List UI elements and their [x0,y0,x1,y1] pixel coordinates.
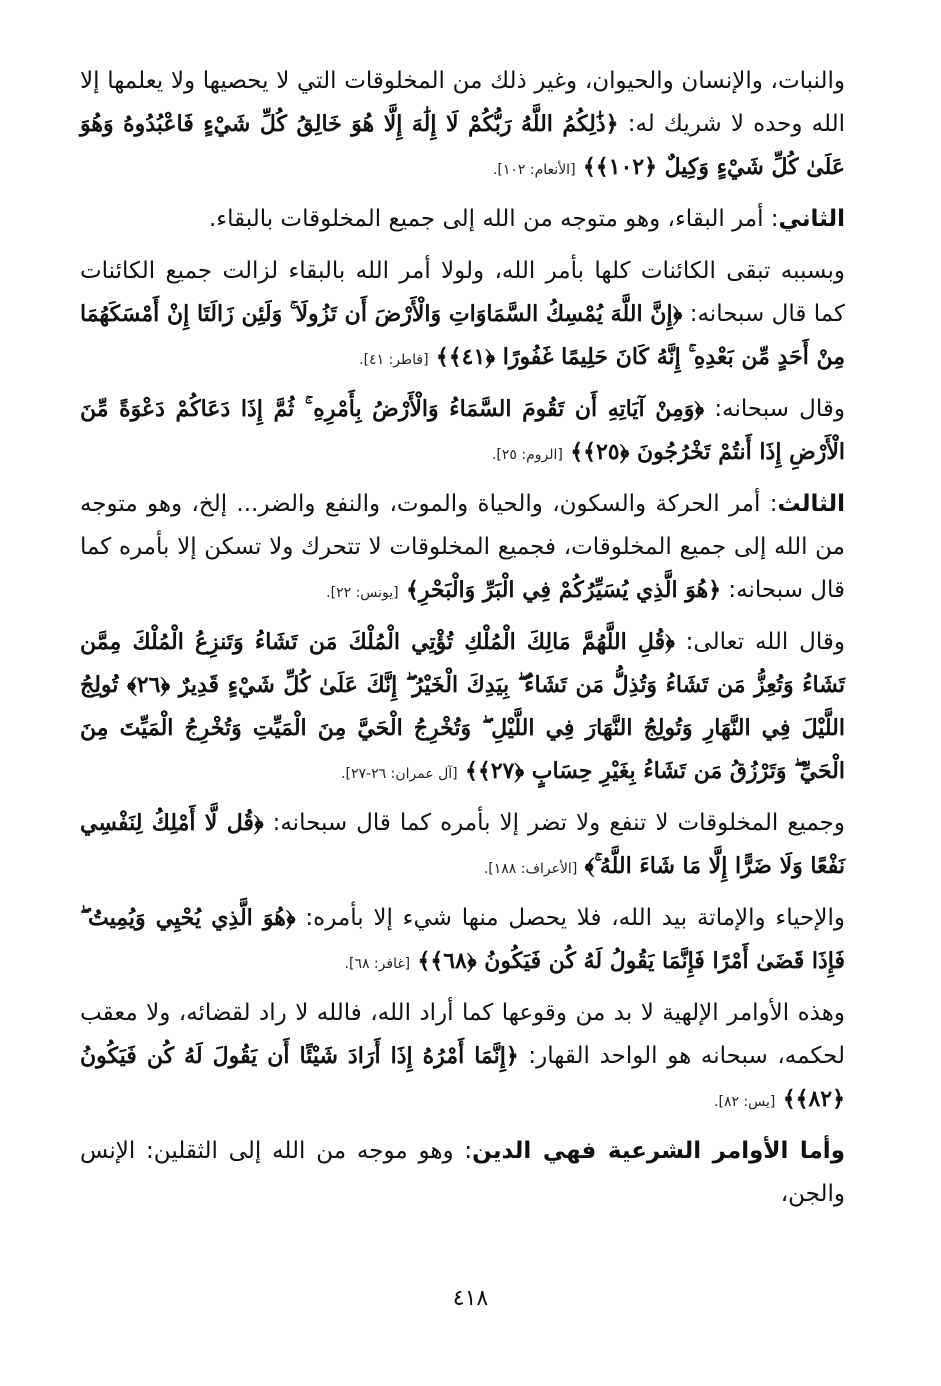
paragraph [80,992,845,1124]
paragraph [80,60,845,192]
quran-verse: ﴿قُل لَّا أَمْلِكُ لِنَفْسِي نَفْعًا وَلَا ضَرًّا إِلَّا مَا شَاءَ اللَّهُ ۚ﴾ [80,810,845,879]
quran-verse: ﴿ذَٰلِكُمُ اللَّهُ رَبُّكُمْ لَا إِلَٰهَ إِلَّا هُوَ خَالِقُ كُلِّ شَيْءٍ فَاعْبُدُوهُ وَهُوَ عَلَىٰ كُلِّ شَيْءٍ وَكِيلٌ ﴿١٠٢﴾﴾ [80,111,845,180]
paragraph [80,621,845,796]
quran-verse: ﴿هُوَ الَّذِي يُحْيِي وَيُمِيتُ ۖ فَإِذَا قَضَىٰ أَمْرًا فَإِنَّمَا يَقُولُ لَهُ كُن فَيَكُونُ ﴿٦٨﴾﴾ [80,905,845,974]
paragraph-lead: وأما الأوامر الشرعية فهي الدين [472,1138,845,1164]
page-number: ٤١٨ [452,1286,489,1311]
paragraph [80,250,845,382]
paragraph-text: وقال سبحانه: [704,396,845,422]
quran-verse: ﴿إِنَّ اللَّهَ يُمْسِكُ السَّمَاوَاتِ وَالْأَرْضَ أَن تَزُولَا ۚ وَلَئِن زَالَتَا إِنْ أَمْسَكَهُمَا مِنْ أَحَدٍ مِّن بَعْدِهِ ۚ إِنَّهُ كَانَ حَلِيمًا غَفُورًا ﴿٤١﴾﴾ [80,301,845,370]
paragraph-text: وهذه الأوامر الإلهية لا بد من وقوعها كما أراد الله، فالله لا راد لقضائه، ولا معقب لحكمه، سبحانه هو الواحد القهار: [80,1000,845,1069]
quran-verse: ﴿وَمِنْ آيَاتِهِ أَن تَقُومَ السَّمَاءُ وَالْأَرْضُ بِأَمْرِهِ ۚ ثُمَّ إِذَا دَعَاكُمْ دَعْوَةً مِّنَ الْأَرْضِ إِذَا أَنتُمْ تَخْرُجُونَ ﴿٢٥﴾﴾ [80,396,845,465]
paragraph [80,1130,845,1219]
paragraph-text: والإحياء والإماتة بيد الله، فلا يحصل منها شيء إلا بأمره: [295,905,846,931]
verse-reference: [الأنعام: ١٠٢]. [492,162,576,178]
paragraph [80,198,845,244]
paragraph [80,388,845,477]
paragraph-text: وقال الله تعالى: [674,629,845,655]
paragraph [80,483,845,615]
paragraph-text: : أمر الحركة والسكون، والحياة والموت، والنفع والضر... إلخ، وهو متوجه من الله إلى جميع المخلوقات، فجميع المخلوقات لا تتحرك ولا تسكن إلا بأمره كما قال سبحانه: [80,491,845,603]
verse-reference: [يونس: ٢٢]. [326,585,399,601]
paragraph-text: وبسببه تبقى الكائنات كلها بأمر الله، ولولا أمر الله بالبقاء لزالت جميع الكائنات كما قال سبحانه: [80,258,845,327]
paragraph-text: وجميع المخلوقات لا تنفع ولا تضر إلا بأمره كما قال سبحانه: [263,810,845,836]
quran-verse: ﴿إِنَّمَا أَمْرُهُ إِذَا أَرَادَ شَيْئًا أَن يَقُولَ لَهُ كُن فَيَكُونُ ﴿٨٢﴾﴾ [80,1043,845,1112]
paragraph-text: : وهو موجه من الله إلى الثقلين: الإنس والجن، [80,1138,845,1207]
paragraph-lead: الثاني [778,206,845,232]
verse-reference: [يس: ٨٢]. [714,1094,776,1110]
quran-verse: ﴿هُوَ الَّذِي يُسَيِّرُكُمْ فِي الْبَرِّ وَالْبَحْرِ﴾ [405,577,722,603]
paragraph [80,897,845,986]
verse-reference: [فاطر: ٤١]. [359,352,429,368]
verse-reference: [غافر: ٦٨]. [344,956,411,972]
paragraph [80,802,845,891]
quran-verse: ﴿قُلِ اللَّهُمَّ مَالِكَ الْمُلْكِ تُؤْتِي الْمُلْكَ مَن تَشَاءُ وَتَنزِعُ الْمُلْكَ مِمَّن تَشَاءُ وَتُعِزُّ مَن تَشَاءُ وَتُذِلُّ مَن تَشَاءُ ۖ بِيَدِكَ الْخَيْرُ ۖ إِنَّكَ عَلَىٰ كُلِّ شَيْءٍ قَدِيرٌ ﴿٢٦﴾ تُولِجُ اللَّيْلَ فِي النَّهَارِ وَتُولِجُ النَّهَارَ فِي اللَّيْلِ ۖ وَتُخْرِجُ الْحَيَّ مِنَ الْمَيِّتِ وَتُخْرِجُ الْمَيِّتَ مِنَ الْحَيِّ ۖ وَتَرْزُقُ مَن تَشَاءُ بِغَيْرِ حِسَابٍ ﴿٢٧﴾﴾ [80,629,845,784]
paragraph-text: : أمر البقاء، وهو متوجه من الله إلى جميع المخلوقات بالبقاء. [209,206,779,232]
paragraph-lead: الثالث [777,491,845,517]
page-body [80,60,845,1219]
verse-reference: [الأعراف: ١٨٨]. [483,861,578,877]
paragraph-text: والنبات، والإنسان والحيوان، وغير ذلك من المخلوقات التي لا يحصيها ولا يعلمها إلا الله وحده لا شريك له: [80,68,845,137]
verse-reference: [الروم: ٢٥]. [491,447,563,463]
verse-reference: [آل عمران: ٢٦-٢٧]. [341,766,458,782]
